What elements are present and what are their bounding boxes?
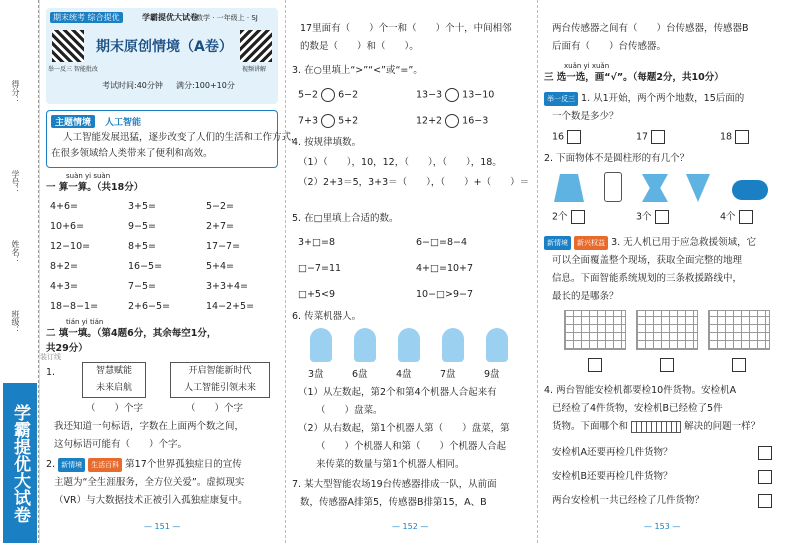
plate-count: 7盘	[440, 369, 456, 380]
calc-item: 12−10=	[50, 241, 91, 252]
s3-q2: 2. 下面物体不是圆柱形的有几个？	[544, 153, 690, 164]
char-count-1: （ ）个字	[86, 403, 144, 414]
option-2	[636, 130, 665, 145]
cmp-right: 13−10	[462, 89, 495, 101]
q6-part-2a: （2）从右数起，第1个机器人第（ ）盘菜，第	[298, 423, 510, 434]
frustum-icon	[554, 174, 584, 202]
q2-text-a: 第17个世界孤独症日的宣传	[125, 459, 242, 470]
s3-q4-option-2: 安检机B还要再检几件货物？	[552, 471, 673, 482]
shapes-row	[554, 170, 784, 204]
compare-circle[interactable]	[445, 88, 459, 102]
theme-box	[46, 110, 301, 168]
fill-eq[interactable]: 4+□=10+7	[416, 263, 474, 274]
cmp-left: 12+2	[416, 115, 443, 127]
triangles-figure	[631, 421, 681, 433]
option-5	[636, 210, 669, 225]
page-152	[292, 0, 532, 543]
option-label: 4个	[720, 211, 736, 223]
fill-eq[interactable]: 6−□=8−4	[416, 237, 467, 248]
robot-icon	[398, 328, 420, 362]
q1-text-1: 我还知道一句标语，字数在上面两个数之间，	[54, 421, 245, 432]
q6-part-2b: （ ）个机器人和第（ ）个机器人合起	[316, 441, 507, 452]
calc-item: 14−2+5=	[206, 301, 255, 312]
q1-text-2: 这句标语可能有（ ）个字。	[54, 439, 188, 450]
emerging-tag: 新兴权益	[574, 236, 608, 250]
option-checkbox[interactable]	[655, 210, 669, 224]
s3-q1-text-a: 1. 从1开始，两个两个地数，15后面的	[581, 93, 745, 104]
calc-item: 4+3=	[50, 281, 79, 292]
calc-item: 4+6=	[50, 201, 79, 212]
spool-icon	[642, 174, 668, 202]
q4-part-2: （2）2+3＝5，3+3＝（ ），（ ）+（ ）＝	[298, 177, 530, 188]
slogan-card-2-line-1: 开启智能新时代	[188, 366, 252, 376]
fill-eq[interactable]: 3+□=8	[298, 237, 335, 248]
route-grid-3	[708, 310, 770, 350]
calc-item: 10+6=	[50, 221, 85, 232]
calc-item: 16−5=	[128, 261, 163, 272]
analogy-tag: 举一反三	[544, 92, 578, 106]
option-checkbox[interactable]	[651, 130, 665, 144]
calc-item: 7−5=	[128, 281, 157, 292]
s2-title-2: 共29分）	[46, 343, 88, 354]
life-tag: 生活百科	[88, 458, 122, 472]
s3-q3-line	[544, 236, 756, 250]
plate-count: 3盘	[308, 369, 324, 380]
calc-item: 3+5=	[128, 201, 157, 212]
slogan-card-2	[170, 362, 270, 398]
s3-q4-text-d: 解决的问题一样？	[684, 421, 761, 432]
calc-item: 8+2=	[50, 261, 79, 272]
option-label: 18	[720, 131, 733, 143]
binding-spine	[0, 0, 40, 543]
robot-icon	[442, 328, 464, 362]
cylinder-lying-icon	[732, 180, 768, 200]
qr-caption-left: 举一反三 智能批改	[48, 66, 98, 73]
q2-text-b: 主题为“全生涯服务，全方位关爱”。虚拟现实	[54, 477, 245, 488]
q7-line-2: 数，传感器A排第5，传感器B排第15，A、B	[300, 497, 487, 508]
q6-part-1b: （ ）盘菜。	[316, 405, 383, 416]
page-153	[544, 0, 794, 543]
plate-count: 9盘	[484, 369, 500, 380]
s3-q3-text-a: 3. 无人机已用于应急救援领域，它	[611, 237, 757, 248]
q2-text-c: （VR）与大数据技术正被引入孤独症康复中。	[54, 495, 248, 506]
q6-part-1a: （1）从左数起，第2个和第4个机器人合起来有	[298, 387, 497, 398]
q6-part-2c: 来传菜的数量与第1个机器人相同。	[316, 459, 465, 470]
calc-item: 5−2=	[206, 201, 235, 212]
slogan-card-2-line-2: 人工智能引领未来	[183, 383, 256, 393]
robot-icon	[310, 328, 332, 362]
sensor-line-2: 后面有（ ）台传感器。	[552, 41, 667, 52]
exam-tag: 期末统考 综合提优	[50, 12, 123, 23]
cmp-left: 13−3	[416, 89, 443, 101]
s3-q4-option-1: 安检机A还要再检几件货物？	[552, 447, 673, 458]
s2-title: 二 填一填。（第4题6分，其余每空1分，	[46, 328, 217, 339]
q4-part-1: （1）（ ），10，12，（ ），（ ），18。	[298, 157, 502, 168]
new-context-tag: 新情境	[58, 458, 85, 472]
name-label: 姓名：	[11, 240, 20, 264]
theme-text-1: 人工智能发展迅猛，逐步改变了人们的生活和工作方式，	[63, 132, 301, 143]
option-checkbox[interactable]	[758, 446, 772, 460]
fill-eq[interactable]: □+5<9	[298, 289, 335, 300]
s3-q3-text-c: 信息。下面智能系统规划的三条救援路线中，	[552, 273, 743, 284]
s3-q1-text-b: 一个数是多少？	[552, 111, 619, 122]
option-checkbox[interactable]	[758, 470, 772, 484]
theme-text-2: 在很多领域给人类带来了便利和高效。	[51, 148, 213, 159]
cut-line	[38, 0, 39, 543]
robot-icon	[486, 328, 508, 362]
option-checkbox[interactable]	[571, 210, 585, 224]
compare-circle[interactable]	[321, 88, 335, 102]
brand-banner: 学霸提优大试卷	[3, 383, 37, 543]
route-grid-1	[564, 310, 626, 350]
cmp-right: 5+2	[338, 115, 359, 127]
page-151	[46, 0, 301, 543]
slogan-card-1	[82, 362, 146, 398]
s3-q3-text-d: 最长的是哪条？	[552, 291, 619, 302]
route-checkbox[interactable]	[588, 358, 602, 372]
s3-q1-line	[544, 92, 744, 106]
compare-circle[interactable]	[445, 114, 459, 128]
q5-title: 5. 在□里填上合适的数。	[292, 213, 399, 224]
theme-tag: 主题情境	[51, 115, 95, 128]
new-context-tag: 新情境	[544, 236, 571, 250]
sensor-line-1: 两台传感器之间有（ ）台传感器，传感器B	[552, 23, 749, 34]
compare-3	[298, 114, 358, 129]
qr-caption-right: 视频讲解	[242, 66, 267, 73]
char-count-2: （ ）个字	[186, 403, 244, 414]
s3-title: 三 选一选，画“√”。（每题2分，共10分）	[544, 72, 724, 83]
exam-time: 考试时间:40分钟	[102, 81, 163, 90]
q-line-2: 的数是（ ）和（ ）。	[300, 41, 419, 52]
page-number-151: — 151 —	[144, 522, 181, 531]
route-grid-2	[636, 310, 698, 350]
score-label: 得分：	[11, 80, 20, 104]
calc-item: 17−7=	[206, 241, 241, 252]
calc-item: 2+7=	[206, 221, 235, 232]
slogan-card-1-line-2: 未来启航	[95, 383, 132, 393]
calc-item: 8+5=	[128, 241, 157, 252]
option-checkbox[interactable]	[567, 130, 581, 144]
option-label: 3个	[636, 211, 652, 223]
calc-item: 9−5=	[128, 221, 157, 232]
q7-line-1: 7. 某大型智能农场19台传感器排成一队，从前面	[292, 479, 497, 490]
exam-score: 满分:100+10分	[176, 81, 235, 90]
theme-title: 人工智能	[105, 118, 142, 128]
exam-title: 期末原创情境（A卷）	[96, 39, 233, 55]
s1-pinyin: suàn yi suàn	[66, 172, 111, 180]
calc-item: 5+4=	[206, 261, 235, 272]
q1-number: 1.	[46, 367, 56, 378]
cmp-right: 6−2	[338, 89, 359, 101]
can-icon	[604, 172, 622, 202]
compare-1	[298, 88, 358, 103]
s3-q4-text-c: 货物。下面哪个和	[552, 421, 629, 432]
page-number-152: — 152 —	[392, 522, 429, 531]
cone-icon	[686, 174, 710, 202]
s1-title: 一 算一算。（共18分）	[46, 182, 144, 193]
route-checkbox[interactable]	[660, 358, 674, 372]
page-divider-2	[537, 0, 538, 543]
s3-q4-line-2: 已经检了4件货物，安检机B已经检了5件	[552, 403, 723, 414]
option-label: 17	[636, 131, 649, 143]
exam-header	[46, 8, 278, 104]
plate-count: 4盘	[396, 369, 412, 380]
option-6	[720, 210, 753, 225]
option-1	[552, 130, 581, 145]
series-name: 学霸提优大试卷	[142, 13, 198, 22]
subject-label: 数学 · 一年级上 · SJ	[196, 14, 258, 22]
cmp-left: 7+3	[298, 115, 319, 127]
student-id-label: 学号：	[11, 170, 20, 194]
s2-pinyin: tián yi tián	[66, 318, 104, 326]
option-4	[552, 210, 585, 225]
option-checkbox[interactable]	[735, 130, 749, 144]
q6-title: 6. 传菜机器人。	[292, 311, 362, 322]
s3-q4-line-1: 4. 两台智能安检机都要检10件货物。安检机A	[544, 385, 737, 396]
option-label: 16	[552, 131, 565, 143]
calc-item: 3+3+4=	[206, 281, 249, 292]
fill-eq[interactable]: 10−□>9−7	[416, 289, 474, 300]
cmp-right: 16−3	[462, 115, 489, 127]
compare-circle[interactable]	[321, 114, 335, 128]
robot-row	[302, 328, 522, 368]
robot-icon	[354, 328, 376, 362]
option-checkbox[interactable]	[758, 494, 772, 508]
q-line-1: 17里面有（ ）个一和（ ）个十，中间相邻	[300, 23, 512, 34]
option-3	[720, 130, 749, 145]
class-label: 班级：	[11, 310, 20, 334]
s3-pinyin: xuǎn yi xuǎn	[564, 62, 610, 70]
page-number-153: — 153 —	[644, 522, 681, 531]
calc-item: 2+6−5=	[128, 301, 171, 312]
option-label: 2个	[552, 211, 568, 223]
s3-q4-line-3	[552, 420, 760, 434]
slogan-card-1-line-1: 智慧赋能	[95, 366, 132, 376]
plate-count: 6盘	[352, 369, 368, 380]
qr-code-right[interactable]	[240, 30, 272, 62]
cut-line-label: 装订线	[40, 353, 61, 361]
q2-line-1: 2. 新情境 生活百科 第17个世界孤独症日的宣传	[46, 459, 242, 470]
compare-2	[416, 88, 494, 103]
q4-title: 4. 按规律填数。	[292, 137, 362, 148]
compare-4	[416, 114, 488, 129]
q3-title: 3. 在○里填上“>”“<”或“=”。	[292, 65, 423, 76]
calc-item: 18−8−1=	[50, 301, 99, 312]
route-checkbox[interactable]	[732, 358, 746, 372]
page-divider-1	[285, 0, 286, 543]
s3-q3-text-b: 可以全面覆盖整个现场，获取全面完整的地理	[552, 255, 743, 266]
qr-code-left[interactable]	[52, 30, 84, 62]
cmp-left: 5−2	[298, 89, 319, 101]
fill-eq[interactable]: □−7=11	[298, 263, 342, 274]
option-checkbox[interactable]	[739, 210, 753, 224]
s3-q4-option-3: 两台安检机一共已经检了几件货物？	[552, 495, 705, 506]
